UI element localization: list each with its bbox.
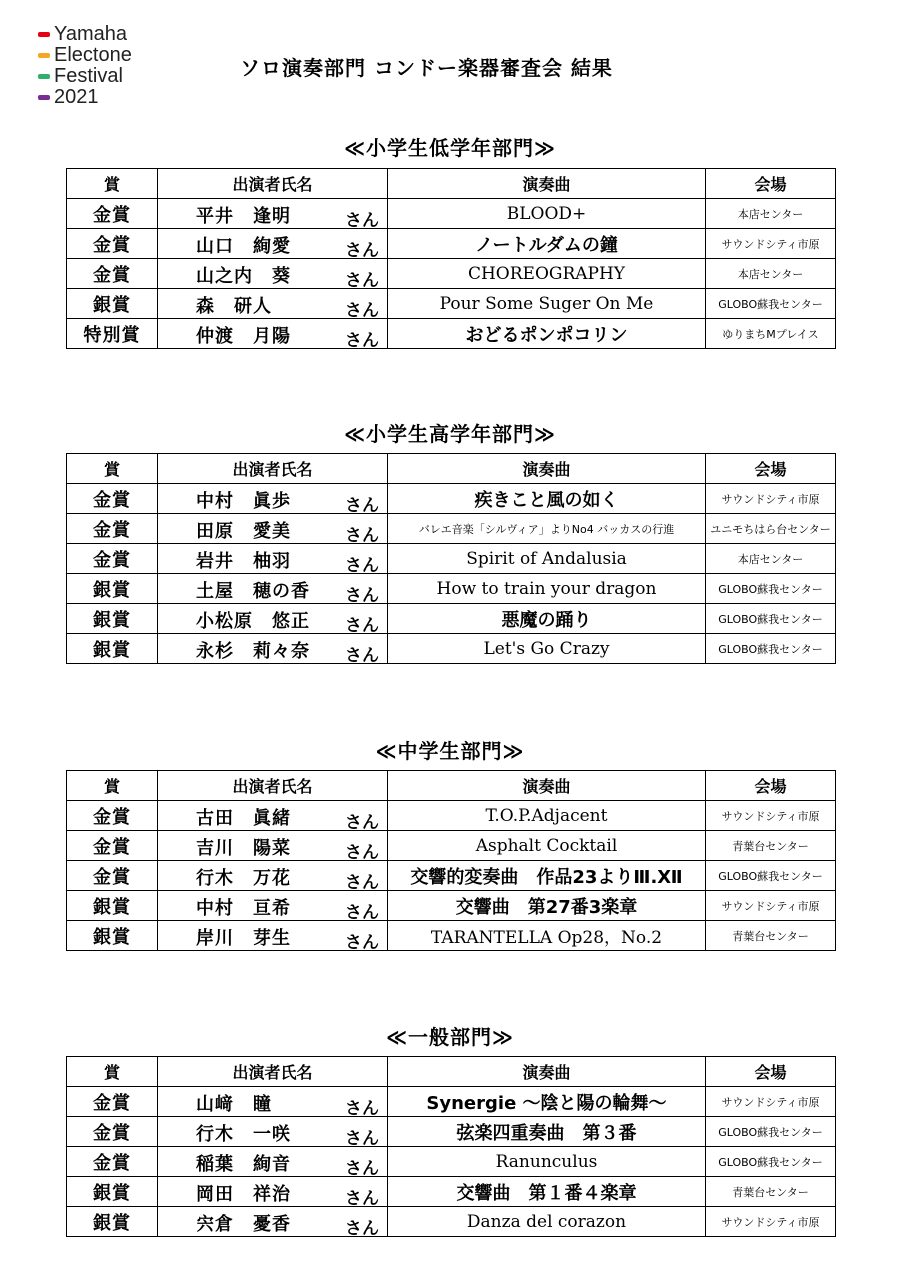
piece-cell: おどるポンポコリン: [388, 319, 706, 349]
venue-cell: サウンドシティ市原: [706, 891, 836, 921]
venue-cell: サウンドシティ市原: [706, 229, 836, 259]
honorific: さん: [345, 586, 379, 604]
performer-cell: [158, 921, 388, 951]
honorific: さん: [345, 496, 379, 514]
venue-cell: ユニモちはら台センター: [706, 514, 836, 544]
table-row: [67, 259, 836, 289]
section-heading: ≪一般部門≫: [386, 1025, 514, 1049]
honorific: さん: [345, 1219, 379, 1237]
performer-cell: [158, 484, 388, 514]
logo-word: Electone: [54, 44, 132, 66]
venue-cell: GLOBO蘇我センター: [706, 634, 836, 664]
performer-cell: [158, 634, 388, 664]
award-cell: 銀賞: [67, 891, 158, 921]
venue-cell: 青葉台センター: [706, 921, 836, 951]
table-row: [67, 1207, 836, 1237]
table-row: [67, 1147, 836, 1177]
piece-cell: Pour Some Suger On Me: [388, 289, 706, 319]
award-cell: 金賞: [67, 259, 158, 289]
performer-cell: [158, 1117, 388, 1147]
performer-cell: [158, 831, 388, 861]
logo-color-dash: [38, 32, 50, 37]
performer-cell: [158, 289, 388, 319]
performer-cell: [158, 604, 388, 634]
table-row: [67, 634, 836, 664]
performer-name: 小松原 悠正: [196, 611, 310, 632]
performer-name: 岩井 柚羽: [196, 551, 291, 572]
award-cell: 金賞: [67, 1087, 158, 1117]
table-row: [67, 514, 836, 544]
piece-cell: TARANTELLA Op28，No.2: [388, 921, 706, 951]
venue-cell: GLOBO蘇我センター: [706, 1117, 836, 1147]
table-row: [67, 891, 836, 921]
table-row: [67, 574, 836, 604]
piece-cell: バレエ音楽「シルヴィア」よりNo4 バッカスの行進: [388, 514, 706, 544]
name-column-header: 出演者氏名: [158, 1057, 388, 1087]
table-row: [67, 544, 836, 574]
honorific: さん: [345, 556, 379, 574]
award-column-header: 賞: [67, 1057, 158, 1087]
award-cell: 金賞: [67, 1147, 158, 1177]
performer-name: 中村 眞歩: [196, 491, 291, 512]
award-cell: 銀賞: [67, 1177, 158, 1207]
performer-cell: [158, 319, 388, 349]
honorific: さん: [345, 1099, 379, 1117]
venue-column-header: 会場: [706, 454, 836, 484]
award-cell: 銀賞: [67, 1207, 158, 1237]
performer-name: 永杉 莉々奈: [196, 641, 310, 662]
honorific: さん: [345, 873, 379, 891]
performer-name: 森 研人: [196, 296, 272, 317]
table-row: [67, 289, 836, 319]
logo-color-dash: [38, 74, 50, 79]
performer-name: 平井 逢明: [196, 206, 291, 227]
piece-column-header: 演奏曲: [388, 1057, 706, 1087]
festival-logo: [38, 24, 132, 108]
section-heading: ≪小学生高学年部門≫: [344, 422, 556, 446]
performer-cell: [158, 199, 388, 229]
table-row: [67, 229, 836, 259]
performer-cell: [158, 1087, 388, 1117]
logo-word: Yamaha: [54, 23, 128, 45]
table-row: [67, 199, 836, 229]
piece-cell: 交響曲 第27番3楽章: [388, 891, 706, 921]
award-column-header: 賞: [67, 169, 158, 199]
piece-cell: 疾きこと風の如く: [388, 484, 706, 514]
logo-word: 2021: [54, 86, 99, 108]
results-table: [66, 770, 836, 951]
award-cell: 金賞: [67, 514, 158, 544]
performer-name: 土屋 穂の香: [196, 581, 310, 602]
results-table: [66, 453, 836, 664]
logo-word: Festival: [54, 65, 123, 87]
performer-name: 行木 一咲: [196, 1124, 291, 1145]
award-cell: 銀賞: [67, 574, 158, 604]
venue-cell: 本店センター: [706, 259, 836, 289]
name-column-header: 出演者氏名: [158, 454, 388, 484]
performer-cell: [158, 544, 388, 574]
name-column-header: 出演者氏名: [158, 771, 388, 801]
piece-column-header: 演奏曲: [388, 454, 706, 484]
table-header-row: [67, 1057, 836, 1087]
piece-cell: 弦楽四重奏曲 第３番: [388, 1117, 706, 1147]
table-row: [67, 921, 836, 951]
piece-cell: CHOREOGRAPHY: [388, 259, 706, 289]
venue-cell: ゆりまちMプレイス: [706, 319, 836, 349]
award-cell: 銀賞: [67, 289, 158, 319]
venue-cell: 青葉台センター: [706, 831, 836, 861]
performer-name: 中村 亘希: [196, 898, 291, 919]
table-row: [67, 861, 836, 891]
award-cell: 金賞: [67, 484, 158, 514]
logo-color-dash: [38, 95, 50, 100]
performer-cell: [158, 259, 388, 289]
piece-cell: BLOOD+: [388, 199, 706, 229]
venue-cell: サウンドシティ市原: [706, 801, 836, 831]
performer-name: 吉川 陽菜: [196, 838, 291, 859]
venue-cell: GLOBO蘇我センター: [706, 861, 836, 891]
piece-cell: Let's Go Crazy: [388, 634, 706, 664]
piece-cell: Spirit of Andalusia: [388, 544, 706, 574]
performer-cell: [158, 514, 388, 544]
logo-line: [38, 66, 132, 87]
piece-cell: 交響的変奏曲 作品23よりⅢ.Ⅻ: [388, 861, 706, 891]
venue-cell: サウンドシティ市原: [706, 1207, 836, 1237]
table-row: [67, 1117, 836, 1147]
honorific: さん: [345, 241, 379, 259]
award-cell: 金賞: [67, 544, 158, 574]
honorific: さん: [345, 1189, 379, 1207]
piece-cell: 悪魔の踊り: [388, 604, 706, 634]
honorific: さん: [345, 646, 379, 664]
name-column-header: 出演者氏名: [158, 169, 388, 199]
performer-name: 岡田 祥治: [196, 1184, 291, 1205]
results-table: [66, 168, 836, 349]
table-header-row: [67, 771, 836, 801]
award-cell: 金賞: [67, 229, 158, 259]
honorific: さん: [345, 301, 379, 319]
award-cell: 銀賞: [67, 634, 158, 664]
logo-color-dash: [38, 53, 50, 58]
honorific: さん: [345, 903, 379, 921]
performer-name: 田原 愛美: [196, 521, 291, 542]
award-cell: 金賞: [67, 831, 158, 861]
honorific: さん: [345, 211, 379, 229]
performer-cell: [158, 574, 388, 604]
table-row: [67, 604, 836, 634]
venue-cell: サウンドシティ市原: [706, 1087, 836, 1117]
performer-name: 古田 眞緒: [196, 808, 291, 829]
honorific: さん: [345, 1159, 379, 1177]
performer-name: 岸川 芽生: [196, 928, 291, 949]
performer-cell: [158, 801, 388, 831]
honorific: さん: [345, 616, 379, 634]
venue-cell: 本店センター: [706, 544, 836, 574]
logo-line: [38, 45, 132, 66]
venue-cell: GLOBO蘇我センター: [706, 604, 836, 634]
piece-cell: Ranunculus: [388, 1147, 706, 1177]
award-cell: 金賞: [67, 199, 158, 229]
performer-name: 山﨑 瞳: [196, 1094, 272, 1115]
award-cell: 銀賞: [67, 604, 158, 634]
table-header-row: [67, 169, 836, 199]
logo-line: [38, 24, 132, 45]
piece-cell: Danza del corazon: [388, 1207, 706, 1237]
venue-column-header: 会場: [706, 169, 836, 199]
piece-column-header: 演奏曲: [388, 169, 706, 199]
logo-line: [38, 87, 132, 108]
award-column-header: 賞: [67, 771, 158, 801]
honorific: さん: [345, 526, 379, 544]
venue-cell: 本店センター: [706, 199, 836, 229]
table-row: [67, 801, 836, 831]
award-cell: 銀賞: [67, 921, 158, 951]
piece-column-header: 演奏曲: [388, 771, 706, 801]
performer-cell: [158, 1207, 388, 1237]
piece-cell: How to train your dragon: [388, 574, 706, 604]
venue-cell: GLOBO蘇我センター: [706, 574, 836, 604]
honorific: さん: [345, 1129, 379, 1147]
table-header-row: [67, 454, 836, 484]
table-row: [67, 484, 836, 514]
document-title: ソロ演奏部門 コンドー楽器審査会 結果: [240, 56, 613, 80]
award-cell: 金賞: [67, 861, 158, 891]
results-table: [66, 1056, 836, 1237]
honorific: さん: [345, 331, 379, 349]
table-row: [67, 319, 836, 349]
honorific: さん: [345, 933, 379, 951]
performer-cell: [158, 229, 388, 259]
award-cell: 金賞: [67, 1117, 158, 1147]
table-row: [67, 1087, 836, 1117]
award-cell: 特別賞: [67, 319, 158, 349]
performer-cell: [158, 891, 388, 921]
venue-column-header: 会場: [706, 1057, 836, 1087]
piece-cell: Asphalt Cocktail: [388, 831, 706, 861]
piece-cell: T.O.P.Adjacent: [388, 801, 706, 831]
performer-name: 山口 絢愛: [196, 236, 291, 257]
performer-name: 行木 万花: [196, 868, 291, 889]
section-heading: ≪中学生部門≫: [375, 739, 525, 763]
section-heading: ≪小学生低学年部門≫: [344, 136, 556, 160]
venue-cell: GLOBO蘇我センター: [706, 1147, 836, 1177]
venue-column-header: 会場: [706, 771, 836, 801]
honorific: さん: [345, 843, 379, 861]
table-row: [67, 831, 836, 861]
piece-cell: Synergie ～陰と陽の輪舞～: [388, 1087, 706, 1117]
honorific: さん: [345, 813, 379, 831]
venue-cell: 青葉台センター: [706, 1177, 836, 1207]
piece-cell: 交響曲 第１番４楽章: [388, 1177, 706, 1207]
performer-name: 仲渡 月陽: [196, 326, 291, 347]
performer-cell: [158, 1147, 388, 1177]
award-column-header: 賞: [67, 454, 158, 484]
venue-cell: GLOBO蘇我センター: [706, 289, 836, 319]
piece-cell: ノートルダムの鐘: [388, 229, 706, 259]
performer-cell: [158, 1177, 388, 1207]
table-row: [67, 1177, 836, 1207]
performer-cell: [158, 861, 388, 891]
venue-cell: サウンドシティ市原: [706, 484, 836, 514]
performer-name: 山之内 葵: [196, 266, 291, 287]
performer-name: 宍倉 憂香: [196, 1214, 291, 1235]
honorific: さん: [345, 271, 379, 289]
performer-name: 稲葉 絢音: [196, 1154, 291, 1175]
award-cell: 金賞: [67, 801, 158, 831]
